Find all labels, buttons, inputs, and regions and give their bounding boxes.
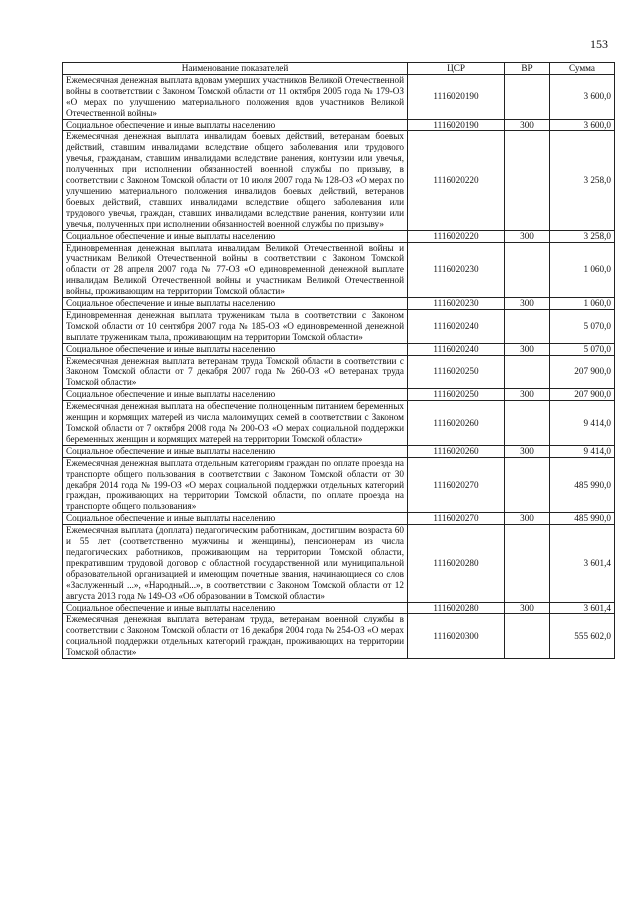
table-row [63, 513, 615, 525]
table-row [63, 457, 615, 513]
row-name: Социальное обеспечение и иные выплаты населению [63, 230, 408, 242]
table-header-row [63, 63, 615, 75]
row-csr: 1116020280 [408, 525, 505, 602]
row-sum: 3 600,0 [550, 119, 615, 131]
budget-table [62, 62, 615, 659]
row-name: Ежемесячная денежная выплата на обеспечение полноценным питанием беременных женщин и кормящих матерей из числа малоимущих семей в соответствии с Законом Томской области от 7 октября 2008 года № 200-ОЗ «О мерах социальной поддержки беременных женщин и кормящих матерей на территории Томской области» [63, 401, 408, 446]
table-row [63, 230, 615, 242]
table-row [63, 525, 615, 602]
header-csr: ЦСР [408, 63, 505, 75]
row-vr [505, 309, 550, 343]
row-csr: 1116020190 [408, 119, 505, 131]
table-row [63, 242, 615, 298]
row-vr: 300 [505, 389, 550, 401]
row-sum: 3 258,0 [550, 230, 615, 242]
row-sum: 485 990,0 [550, 513, 615, 525]
row-name: Социальное обеспечение и иные выплаты населению [63, 445, 408, 457]
header-sum: Сумма [550, 63, 615, 75]
header-vr: ВР [505, 63, 550, 75]
row-name: Социальное обеспечение и иные выплаты населению [63, 343, 408, 355]
row-sum: 3 258,0 [550, 131, 615, 230]
row-sum: 9 414,0 [550, 445, 615, 457]
row-vr [505, 525, 550, 602]
row-csr: 1116020190 [408, 74, 505, 119]
page-number: 153 [590, 37, 608, 51]
row-name: Социальное обеспечение и иные выплаты населению [63, 119, 408, 131]
table-row [63, 355, 615, 389]
row-csr: 1116020240 [408, 309, 505, 343]
row-name: Единовременная денежная выплата инвалидам Великой Отечественной войны и участникам Великой Отечественной войны в соответствии с Законом Томской области от 28 апреля 2007 года № 77-ОЗ «О единовременной денежной выплате инвалидам Великой Отечественной войны и участникам Великой Отечественной войны, проживающим на территории Томской области» [63, 242, 408, 298]
row-name: Ежемесячная денежная выплата ветеранам труда, ветеранам военной службы в соответствии с Законом Томской области от 16 декабря 2004 года № 254-ОЗ «О мерах социальной поддержки отдельных категорий граждан, проживающих на территории Томской области» [63, 614, 408, 659]
row-csr: 1116020260 [408, 445, 505, 457]
row-name: Социальное обеспечение и иные выплаты населению [63, 602, 408, 614]
row-csr: 1116020280 [408, 602, 505, 614]
row-vr [505, 355, 550, 389]
table-row [63, 602, 615, 614]
row-sum: 5 070,0 [550, 309, 615, 343]
row-sum: 3 601,4 [550, 602, 615, 614]
row-vr [505, 614, 550, 659]
header-name: Наименование показателей [63, 63, 408, 75]
table-row [63, 614, 615, 659]
row-csr: 1116020300 [408, 614, 505, 659]
row-csr: 1116020250 [408, 355, 505, 389]
row-sum: 9 414,0 [550, 401, 615, 446]
row-csr: 1116020230 [408, 298, 505, 310]
row-sum: 5 070,0 [550, 343, 615, 355]
table-row [63, 343, 615, 355]
row-sum: 485 990,0 [550, 457, 615, 513]
table-row [63, 401, 615, 446]
row-name: Ежемесячная выплата (доплата) педагогическим работникам, достигшим возраста 60 и 55 лет (соответственно мужчины и женщины), пенсионерам из числа педагогических работников, проживающим на территории Томской области, прекратившим трудовой договор с областной государственной или муниципальной образовательной организацией и имеющим почетные звания, начинающиеся со слов «Заслуженный ...», «Народный...», в соответствии с Законом Томской области от 12 августа 2013 года № 149-ОЗ «Об образовании в Томской области» [63, 525, 408, 602]
row-sum: 1 060,0 [550, 242, 615, 298]
table-row [63, 119, 615, 131]
row-name: Социальное обеспечение и иные выплаты населению [63, 298, 408, 310]
row-vr [505, 401, 550, 446]
row-sum: 207 900,0 [550, 355, 615, 389]
row-vr: 300 [505, 602, 550, 614]
table-row [63, 389, 615, 401]
row-name: Ежемесячная денежная выплата ветеранам труда Томской области в соответствии с Законом Томской области от 7 декабря 2007 года № 260-ОЗ «О ветеранах труда Томской области» [63, 355, 408, 389]
row-vr [505, 74, 550, 119]
row-sum: 3 601,4 [550, 525, 615, 602]
row-vr: 300 [505, 343, 550, 355]
row-csr: 1116020220 [408, 230, 505, 242]
row-vr: 300 [505, 513, 550, 525]
row-csr: 1116020270 [408, 513, 505, 525]
row-sum: 207 900,0 [550, 389, 615, 401]
row-sum: 1 060,0 [550, 298, 615, 310]
row-vr: 300 [505, 230, 550, 242]
table-row [63, 74, 615, 119]
row-name: Ежемесячная денежная выплата отдельным категориям граждан по оплате проезда на транспорте общего пользования в соответствии с Законом Томской области от 30 декабря 2014 года № 199-ОЗ «О мерах социальной поддержки отдельных категорий граждан, проживающих на территории Томской области, по оплате проезда на транспорте общего пользования» [63, 457, 408, 513]
row-sum: 555 602,0 [550, 614, 615, 659]
table-row [63, 445, 615, 457]
row-sum: 3 600,0 [550, 74, 615, 119]
row-name: Социальное обеспечение и иные выплаты населению [63, 513, 408, 525]
row-csr: 1116020240 [408, 343, 505, 355]
table-row [63, 131, 615, 230]
row-name: Социальное обеспечение и иные выплаты населению [63, 389, 408, 401]
row-csr: 1116020250 [408, 389, 505, 401]
row-name: Единовременная денежная выплата труженикам тыла в соответствии с Законом Томской области от 10 сентября 2007 года № 185-ОЗ «О единовременной денежной выплате труженикам тыла, проживающим на территории Томской области» [63, 309, 408, 343]
table-row [63, 298, 615, 310]
row-vr [505, 242, 550, 298]
row-vr [505, 131, 550, 230]
row-vr: 300 [505, 445, 550, 457]
row-csr: 1116020230 [408, 242, 505, 298]
table-row [63, 309, 615, 343]
row-vr: 300 [505, 119, 550, 131]
row-csr: 1116020270 [408, 457, 505, 513]
row-csr: 1116020260 [408, 401, 505, 446]
row-vr [505, 457, 550, 513]
row-name: Ежемесячная денежная выплата инвалидам боевых действий, ветеранам боевых действий, ставшим инвалидами вследствие общего заболевания или трудового увечья, гражданам, ставшим инвалидами вследствие ранения, контузии или увечья, полученных при исполнении обязанностей военной службы по призыву, в соответствии с Законом Томской области от 10 июля 2007 года № 128-ОЗ «О мерах по улучшению материального положения инвалидов боевых действий, ветеранов боевых действий, ставших инвалидами вследствие общего заболевания или трудового увечья, граждан, ставших инвалидами вследствие ранения, контузии или увечья, полученных при исполнении обязанностей военной службы по призыву» [63, 131, 408, 230]
row-name: Ежемесячная денежная выплата вдовам умерших участников Великой Отечественной войны в соответствии с Законом Томской области от 11 октября 2005 года № 179-ОЗ «О мерах по улучшению материального положения вдов участников Великой Отечественной войны» [63, 74, 408, 119]
row-vr: 300 [505, 298, 550, 310]
row-csr: 1116020220 [408, 131, 505, 230]
